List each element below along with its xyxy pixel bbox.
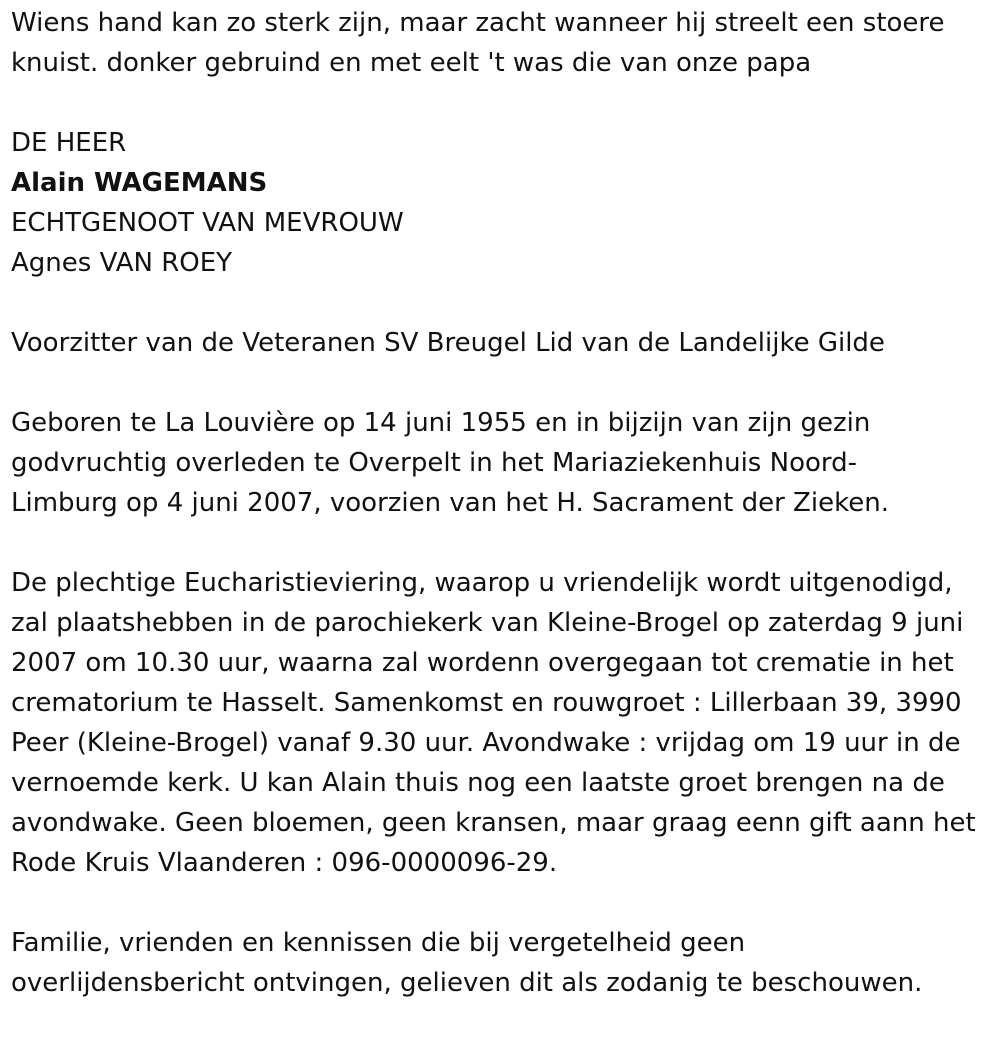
deceased-block	[11, 123, 1000, 283]
ceremony-line: De plechtige Eucharistieviering, waarop u vriendelijk wordt uitgenodigd,	[11, 568, 953, 598]
poem-block	[11, 3, 1000, 83]
poem-line: knuist. donker gebruind en met eelt 't was die van onze papa	[11, 48, 812, 78]
birth-death-line: Geboren te La Louvière op 14 juni 1955 en in bijzijn van zijn gezin	[11, 408, 871, 438]
ceremony-line: 2007 om 10.30 uur, waarna zal wordenn overgegaan tot crematie in het	[11, 648, 954, 678]
notice-line: overlijdensbericht ontvingen, gelieven dit als zodanig te beschouwen.	[11, 968, 923, 998]
ceremony-line: Peer (Kleine-Brogel) vanaf 9.30 uur. Avondwake : vrijdag om 19 uur in de	[11, 728, 961, 758]
roles-line: Voorzitter van de Veteranen SV Breugel Lid van de Landelijke Gilde	[11, 328, 885, 358]
birth-death-block	[11, 403, 1000, 523]
spacer	[11, 83, 1000, 123]
ceremony-line: avondwake. Geen bloemen, geen kransen, maar graag eenn gift aann het	[11, 808, 976, 838]
spouse-name: Agnes VAN ROEY	[11, 248, 233, 278]
notice-line: Familie, vrienden en kennissen die bij vergetelheid geen	[11, 928, 746, 958]
birth-death-line: godvruchtig overleden te Overpelt in het Mariaziekenhuis Noord-	[11, 448, 858, 478]
ceremony-line: crematorium te Hasselt. Samenkomst en rouwgroet : Lillerbaan 39, 3990	[11, 688, 962, 718]
spacer	[11, 363, 1000, 403]
ceremony-line: vernoemde kerk. U kan Alain thuis nog een laatste groet brengen na de	[11, 768, 945, 798]
deceased-title: DE HEER	[11, 128, 127, 158]
spouse-label: ECHTGENOOT VAN MEVROUW	[11, 208, 404, 238]
ceremony-block	[11, 563, 1000, 883]
deceased-name: Alain WAGEMANS	[11, 168, 268, 198]
spacer	[11, 883, 1000, 923]
notice-block	[11, 923, 1000, 1003]
spacer	[11, 283, 1000, 323]
poem-line: Wiens hand kan zo sterk zijn, maar zacht wanneer hij streelt een stoere	[11, 8, 945, 38]
birth-death-line: Limburg op 4 juni 2007, voorzien van het H. Sacrament der Zieken.	[11, 488, 889, 518]
roles-block	[11, 323, 1000, 363]
spacer	[11, 523, 1000, 563]
ceremony-line: zal plaatshebben in de parochiekerk van Kleine-Brogel op zaterdag 9 juni	[11, 608, 964, 638]
ceremony-line: Rode Kruis Vlaanderen : 096-0000096-29.	[11, 848, 558, 878]
